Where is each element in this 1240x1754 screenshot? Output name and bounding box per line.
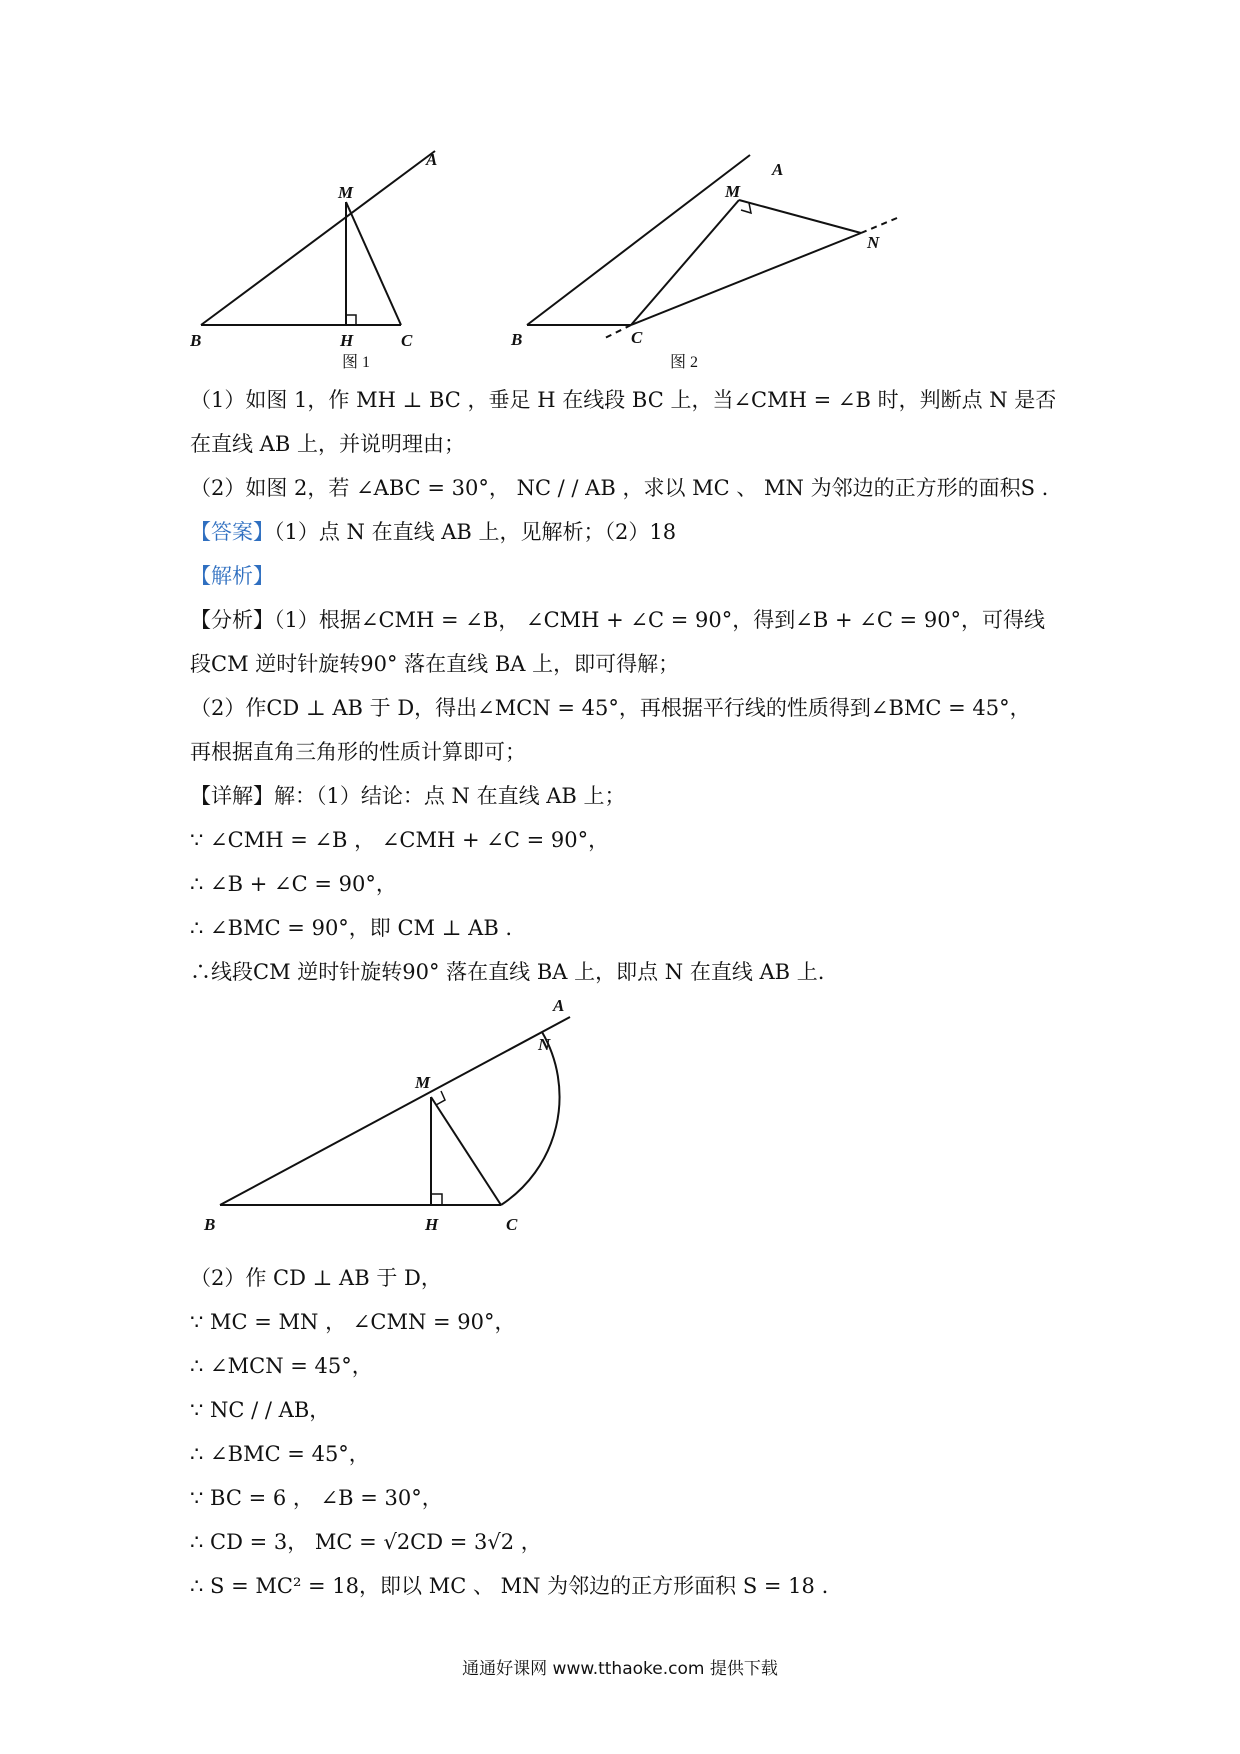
text-line-19: ∴ ∠BMC = 45°， bbox=[190, 1442, 370, 1466]
fig2-label-n: N bbox=[867, 233, 880, 252]
answer-text: （1）点 N 在直线 AB 上，见解析；（2）18 bbox=[274, 520, 677, 544]
fig3-label-n: N bbox=[538, 1035, 551, 1054]
text-line-22: ∴ S = MC² = 18，即以 MC 、 MN 为邻边的正方形面积 S = 18 . bbox=[190, 1574, 829, 1598]
text-line-11: ∵ ∠CMH = ∠B ， ∠CMH + ∠C = 90°， bbox=[190, 828, 610, 852]
fig3-label-m: M bbox=[415, 1073, 431, 1092]
text-line-10: 【详解】解：（1）结论：点 N 在直线 AB 上； bbox=[190, 784, 626, 808]
fig2-label-c: C bbox=[631, 328, 643, 347]
text-line-21: ∴ CD = 3， MC = √2CD = 3√2 ， bbox=[190, 1530, 542, 1554]
text-line-17: ∴ ∠MCN = 45°， bbox=[190, 1354, 373, 1378]
text-line-12: ∴ ∠B + ∠C = 90°， bbox=[190, 872, 397, 896]
text-line-16: ∵ MC = MN ， ∠CMN = 90°， bbox=[190, 1310, 516, 1334]
fig1-caption: 图 1 bbox=[342, 354, 371, 370]
text-line-18: ∵ NC / / AB， bbox=[190, 1398, 331, 1422]
answer-tag: 【答案】 bbox=[190, 520, 274, 544]
fig3-label-c: C bbox=[506, 1215, 518, 1234]
text-line-14: ∴线段CM 逆时针旋转90° 落在直线 BA 上，即点 N 在直线 AB 上. bbox=[190, 960, 825, 984]
text-line-3: （2）如图 2，若 ∠ABC = 30°， NC / / AB ，求以 MC 、 MN 为邻边的正方形的面积S . bbox=[190, 476, 1049, 500]
page-footer: 通通好课网 www.tthaoke.com 提供下载 bbox=[462, 1659, 778, 1679]
text-line-20: ∵ BC = 6 ， ∠B = 30°， bbox=[190, 1486, 443, 1510]
fig3-label-h: H bbox=[425, 1215, 439, 1234]
text-line-15: （2）作 CD ⊥ AB 于 D， bbox=[190, 1266, 442, 1290]
text-line-7: 段CM 逆时针旋转90° 落在直线 BA 上，即可得解； bbox=[190, 652, 680, 676]
answer-line bbox=[190, 518, 676, 546]
figure-1 bbox=[190, 140, 480, 370]
fig1-label-c: C bbox=[401, 331, 413, 350]
fig2-caption: 图 2 bbox=[670, 354, 699, 370]
figure-3 bbox=[195, 990, 595, 1240]
fig2-label-b: B bbox=[511, 330, 523, 349]
fig2-label-a: A bbox=[772, 160, 784, 179]
fig1-label-b: B bbox=[190, 331, 202, 350]
text-line-13: ∴ ∠BMC = 90°，即 CM ⊥ AB . bbox=[190, 916, 513, 940]
text-line-9: 再根据直角三角形的性质计算即可； bbox=[190, 740, 526, 764]
fig3-label-a: A bbox=[553, 996, 565, 1015]
text-line-8: （2）作CD ⊥ AB 于 D，得出∠MCN = 45°，再根据平行线的性质得到∠BMC = 45°， bbox=[190, 696, 1031, 720]
analysis-heading: 【解析】 bbox=[190, 564, 274, 588]
text-line-1: （1）如图 1，作 MH ⊥ BC ，垂足 H 在线段 BC 上，当∠CMH = ∠B 时，判断点 N 是否 bbox=[190, 388, 1057, 412]
text-line-2: 在直线 AB 上，并说明理由； bbox=[190, 432, 465, 456]
figure-2 bbox=[505, 140, 915, 370]
text-line-6: 【分析】（1）根据∠CMH = ∠B， ∠CMH + ∠C = 90°，得到∠B + ∠C = 90°，可得线 bbox=[190, 608, 1046, 632]
fig1-label-h: H bbox=[340, 331, 354, 350]
fig2-label-m: M bbox=[725, 182, 741, 201]
fig1-label-m: M bbox=[338, 183, 354, 202]
fig1-label-a: A bbox=[426, 150, 438, 169]
fig3-label-b: B bbox=[204, 1215, 216, 1234]
